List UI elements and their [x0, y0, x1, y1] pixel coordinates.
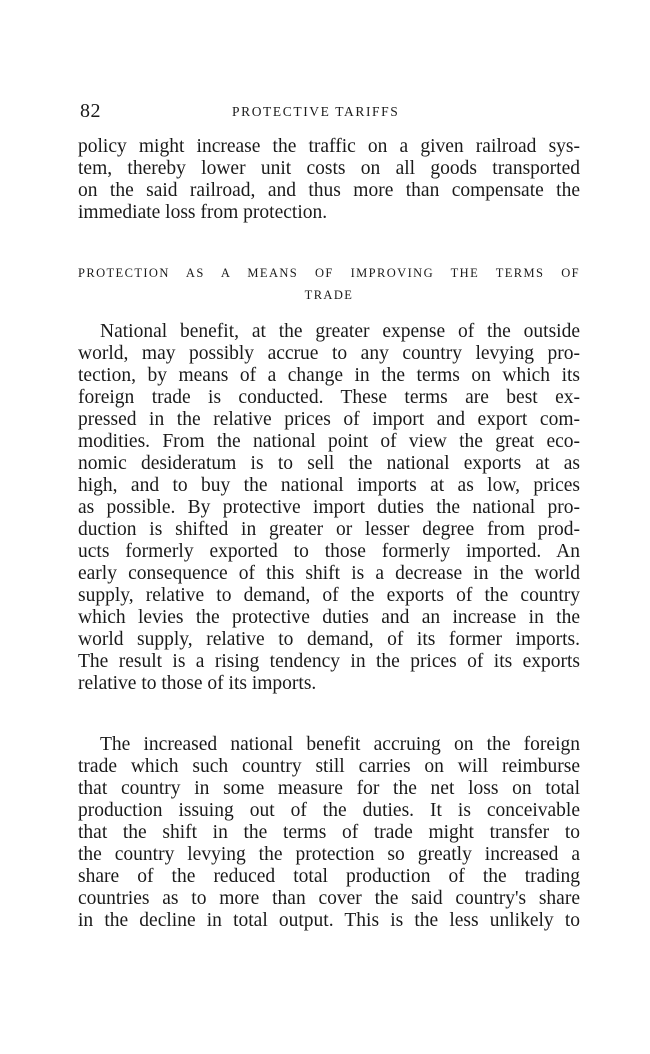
page-number: 82 — [80, 100, 101, 122]
running-head — [80, 100, 580, 124]
text-line: on the said railroad, and thus more than compensate the — [78, 180, 580, 201]
text-line: duction is shifted in greater or lesser degree from prod- — [78, 519, 580, 540]
text-line: world, may possibly accrue to any country levying pro- — [78, 343, 580, 364]
text-line: world supply, relative to demand, of its former imports. — [78, 629, 580, 650]
text-line: production issuing out of the duties. It is conceivable — [78, 800, 580, 821]
text-line: supply, relative to demand, of the exports of the country — [78, 585, 580, 606]
text-line: The increased national benefit accruing on the foreign — [100, 734, 580, 755]
text-line: National benefit, at the greater expense of the outside — [100, 321, 580, 342]
text-line: foreign trade is conducted. These terms are best ex- — [78, 387, 580, 408]
text-line: early consequence of this shift is a decrease in the world — [78, 563, 580, 584]
text-line: in the decline in total output. This is the less unlikely to — [78, 910, 580, 931]
section-heading-line: PROTECTION AS A MEANS OF IMPROVING THE TERMS OF — [78, 266, 580, 280]
text-line: high, and to buy the national imports at as low, prices — [78, 475, 580, 496]
section-heading-line: TRADE — [304, 288, 354, 302]
text-line: immediate loss from protection. — [78, 202, 328, 223]
running-title: PROTECTIVE TARIFFS — [232, 104, 400, 119]
text-line: as possible. By protective import duties the national pro- — [78, 497, 580, 518]
text-line: policy might increase the traffic on a given railroad sys- — [78, 136, 580, 157]
text-line: which levies the protective duties and an increase in the — [78, 607, 580, 628]
text-line: The result is a rising tendency in the prices of its exports — [78, 651, 580, 672]
paragraph-national-benefit — [78, 321, 580, 695]
text-line: that country in some measure for the net loss on total — [78, 778, 580, 799]
text-line: share of the reduced total production of the trading — [78, 866, 580, 887]
text-line: trade which such country still carries on will reimburse — [78, 756, 580, 777]
text-line: the country levying the protection so greatly increased a — [78, 844, 580, 865]
paragraph-continued — [78, 136, 580, 224]
text-line: tection, by means of a change in the terms on which its — [78, 365, 580, 386]
section-heading — [78, 262, 580, 306]
text-line: countries as to more than cover the said country's share — [78, 888, 580, 909]
text-line: relative to those of its imports. — [78, 673, 317, 694]
text-line: modities. From the national point of view the great eco- — [78, 431, 580, 452]
paragraph-increased-benefit — [78, 734, 580, 932]
text-line: that the shift in the terms of trade might transfer to — [78, 822, 580, 843]
text-line: pressed in the relative prices of import and export com- — [78, 409, 580, 430]
text-line: ucts formerly exported to those formerly imported. An — [78, 541, 580, 562]
text-line: tem, thereby lower unit costs on all goods transported — [78, 158, 580, 179]
text-line: nomic desideratum is to sell the national exports at as — [78, 453, 580, 474]
